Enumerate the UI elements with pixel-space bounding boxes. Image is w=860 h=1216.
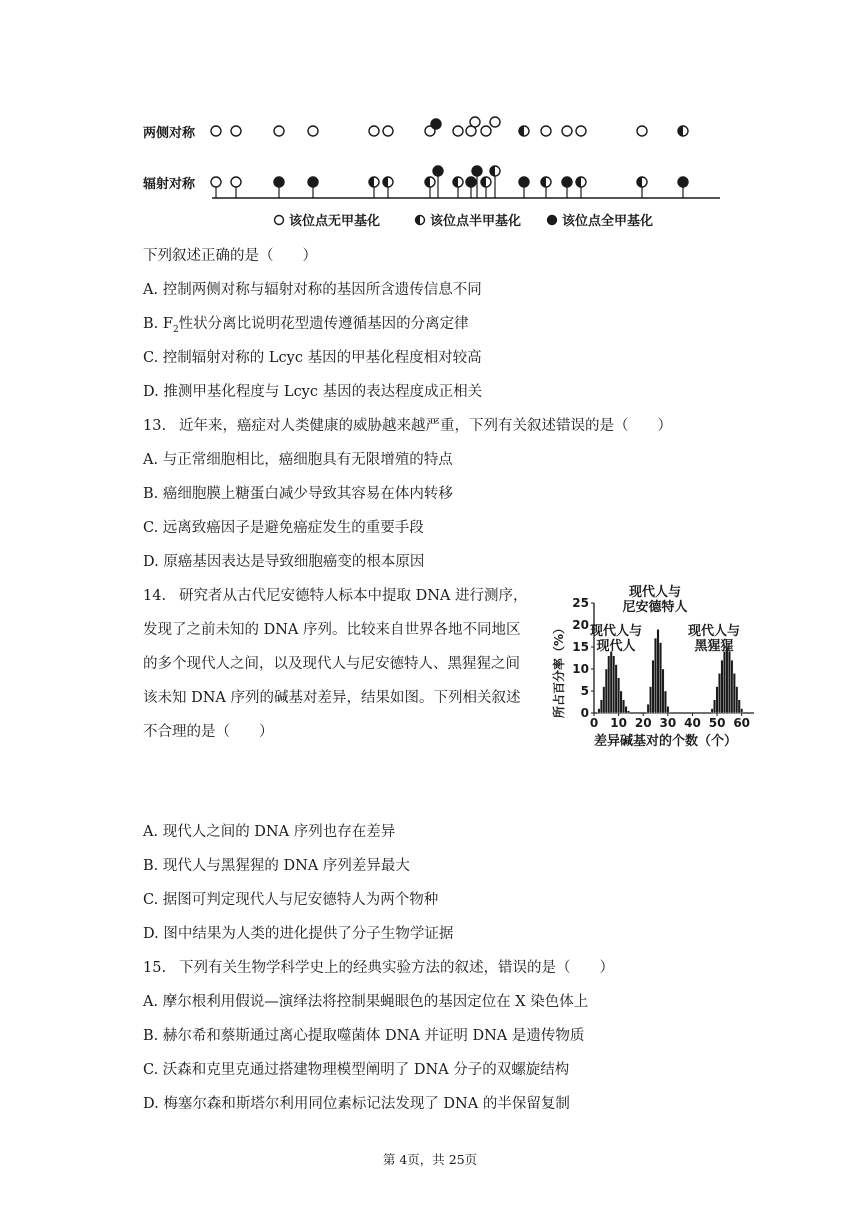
q13-text: 近年来，癌症对人类健康的威胁越来越严重，下列有关叙述错误的是（ ） [179,418,672,434]
chart-series-labels [590,584,740,654]
legend-symbol-none [275,216,284,225]
bar-series-0 [612,656,614,713]
bar-series-0 [622,700,624,713]
site-bilateral-4 [369,126,379,136]
q13-option-a: A. 与正常细胞相比，癌细胞具有无限增殖的特点 [143,452,453,468]
bar-series-2 [718,673,720,713]
site-radial-15 [562,177,572,187]
site-radial-17 [637,177,647,187]
bar-series-1 [649,687,651,713]
site-radial-11 [481,177,491,187]
bar-series-0 [598,709,600,713]
q14-stem-line-3: 的多个现代人之间，以及现代人与尼安德特人、黑猩猩之间 [143,656,520,672]
q14-stem-line-5: 不合理的是（ ） [143,724,274,740]
site-radial-9 [466,177,476,187]
bar-series-2 [711,709,713,713]
q14-option-a: A. 现代人之间的 DNA 序列也存在差异 [143,824,396,840]
q12-option-b-subscript: 2 [172,324,179,335]
site-bilateral-5 [383,126,393,136]
site-bilateral-2 [274,126,284,136]
methylation-figure [140,110,780,235]
chart-ylabel: 所占百分率（%） [552,621,566,718]
legend-dot-full [548,216,557,225]
series-label-1-line-2: 尼安德特人 [622,600,688,615]
methylation-legend [275,213,654,229]
site-bilateral-0 [211,126,221,136]
series-label-2-line-2: 黑猩猩 [694,639,734,654]
site-radial-13 [519,177,529,187]
bar-series-0 [617,678,619,713]
site-bilateral-8 [453,126,463,136]
row-label-radial: 辐射对称 [143,177,196,192]
site-bilateral-15 [562,126,572,136]
site-radial-1 [231,177,241,187]
bilateral-sites [211,117,688,136]
q15-number: 15. [143,960,167,976]
site-radial-18 [678,177,688,187]
bar-series-2 [721,660,723,713]
q14-stem-line-1 [143,587,528,605]
bar-series-1 [664,691,666,713]
site-bilateral-17 [637,126,647,136]
q14-stem-line-4: 该未知 DNA 序列的碱基对差异，结果如图。下列相关叙述 [143,690,521,706]
y-tick-label: 20 [572,618,589,632]
site-bilateral-14 [541,126,551,136]
x-tick-label: 10 [610,716,627,730]
y-tick-label: 10 [572,662,589,676]
legend-symbol-full [548,216,557,225]
bar-series-0 [600,700,602,713]
q13-option-b: B. 癌细胞膜上糖蛋白减少导致其容易在体内转移 [143,486,453,502]
x-tick-label: 50 [708,716,726,730]
site-radial-8 [453,177,463,187]
bar-series-0 [627,711,629,713]
site-radial-7 [433,166,443,176]
q12-option-a: A. 控制两侧对称与辐射对称的基因所含遗传信息不同 [143,282,482,298]
bar-series-2 [736,687,738,713]
bar-series-2 [731,660,733,713]
q15-stem [143,959,614,977]
legend-label-full: 该位点全甲基化 [562,214,654,229]
row-label-bilateral: 两侧对称 [143,126,196,141]
site-radial-5 [383,177,393,187]
page-number: 第 4页，共 25页 [382,1152,478,1167]
q13-option-d: D. 原癌基因表达是导致细胞癌变的根本原因 [143,554,425,570]
site-bilateral-16 [576,126,586,136]
site-bilateral-11 [481,126,491,136]
x-tick-label: 60 [733,716,751,730]
bar-series-1 [657,629,659,713]
q15-text: 下列有关生物学科学史上的经典实验方法的叙述，错误的是（ ） [179,960,614,976]
site-bilateral-1 [231,126,241,136]
q12-option-b [143,315,469,339]
bar-series-2 [733,673,735,713]
site-radial-0 [211,177,221,187]
bar-series-2 [738,700,740,713]
site-radial-16 [576,177,586,187]
bar-series-2 [728,651,730,713]
y-tick-label: 15 [572,640,589,654]
y-tick-label: 0 [580,706,589,720]
bar-series-1 [662,669,664,713]
radial-sites [211,166,688,198]
site-bilateral-10 [470,117,480,127]
q12-option-c: C. 控制辐射对称的 Lcyc 基因的甲基化程度相对较高 [143,350,482,366]
site-radial-14 [541,177,551,187]
site-radial-10 [472,166,482,176]
bar-series-0 [615,665,617,713]
bar-series-2 [726,647,728,713]
q15-option-a: A. 摩尔根利用假说—演绎法将控制果蝇眼色的基因定位在 X 染色体上 [143,994,589,1010]
dna-difference-chart [546,583,786,753]
bar-series-1 [659,643,661,713]
q14-stem-line-2: 发现了之前未知的 DNA 序列。比较来自世界各地不同地区 [143,622,521,638]
site-radial-3 [308,177,318,187]
y-tick-label: 25 [572,596,589,610]
x-tick-label: 40 [684,716,701,730]
bar-series-1 [647,704,649,713]
x-tick-label: 20 [634,716,652,730]
bar-series-1 [654,638,656,713]
series-label-0-line-2: 现代人 [596,639,636,654]
site-bilateral-7 [431,119,441,129]
bar-series-0 [608,656,610,713]
bar-series-0 [603,687,605,713]
q14-option-c: C. 据图可判定现代人与尼安德特人为两个物种 [143,892,439,908]
bar-series-0 [625,706,627,713]
legend-dot-half [416,216,425,225]
legend-symbol-half [416,216,425,225]
site-bilateral-3 [308,126,318,136]
q14-text-1: 研究者从古代尼安德特人标本中提取 DNA 进行测序， [179,588,528,604]
x-tick-label: 0 [589,716,599,730]
site-radial-2 [274,177,284,187]
q13-number: 13. [143,418,167,434]
q14-option-b: B. 现代人与黑猩猩的 DNA 序列差异最大 [143,858,410,874]
series-label-2-line-1: 现代人与 [687,624,741,639]
series-label-0-line-1: 现代人与 [589,624,643,639]
q12-option-b-suffix: 性状分离比说明花型遗传遵循基因的分离定律 [178,316,469,332]
q14-number: 14. [143,588,167,604]
bar-series-2 [723,651,725,713]
q12-option-d: D. 推测甲基化程度与 Lcyc 基因的表达程度成正相关 [143,384,483,400]
x-tick-label: 30 [659,716,677,730]
bar-series-2 [713,700,715,713]
q15-option-b: B. 赫尔希和蔡斯通过离心提取噬菌体 DNA 并证明 DNA 是遗传物质 [143,1028,585,1044]
bar-series-1 [667,706,669,713]
q14-option-d: D. 图中结果为人类的进化提供了分子生物学证据 [143,926,454,942]
bar-series-0 [620,691,622,713]
q13-stem [143,417,672,435]
bar-series-2 [716,687,718,713]
bar-series-0 [610,651,612,713]
bar-series-0 [605,669,607,713]
y-tick-label: 5 [580,684,589,698]
site-radial-6 [425,177,435,187]
site-bilateral-18 [678,126,688,136]
q12-option-b-prefix: B. F [143,316,173,332]
q13-option-c: C. 远离致癌因子是避免癌症发生的重要手段 [143,520,424,536]
legend-dot-none [275,216,284,225]
legend-label-none: 该位点无甲基化 [289,214,381,229]
site-radial-4 [369,177,379,187]
q12-stem: 下列叙述正确的是（ ） [143,248,317,264]
site-bilateral-13 [519,126,529,136]
q15-option-d: D. 梅塞尔森和斯塔尔利用同位素标记法发现了 DNA 的半保留复制 [143,1096,570,1112]
site-radial-12 [490,166,500,176]
chart-xlabel: 差异碱基对的个数（个） [594,734,738,749]
bar-series-2 [740,709,742,713]
legend-label-half: 该位点半甲基化 [430,214,522,229]
bar-series-1 [652,660,654,713]
series-label-1-line-1: 现代人与 [628,585,682,600]
q15-option-c: C. 沃森和克里克通过搭建物理模型阐明了 DNA 分子的双螺旋结构 [143,1062,570,1078]
site-bilateral-12 [490,117,500,127]
